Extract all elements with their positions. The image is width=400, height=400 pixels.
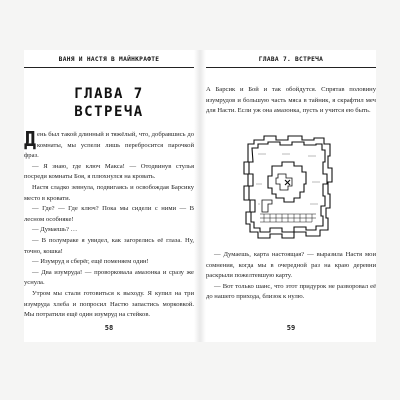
paragraph: — В полумраке я увидел, как загорелись её глаза. Ну, точно, кошка!: [24, 236, 194, 255]
header-rule-right: [206, 67, 376, 68]
header-rule-left: [24, 67, 194, 68]
paragraph-text: ень был такой длинный и тяжёлый, что, добравшись до комнаты, мы успели лишь перебросится парочкой фраз.: [24, 131, 194, 160]
chapter-title: ВСТРЕЧА: [74, 104, 144, 120]
paragraph: — Вот только шанс, что этот придурок не разворовал её до нашего прихода, близок к нулю.: [206, 282, 376, 301]
paragraph: — Я знаю, где ключ Макса! — Отодвинув стулья посреди комнаты Боя, я плюхнулся на кровать.: [24, 162, 194, 181]
book-spine: [194, 50, 206, 342]
left-page: [24, 50, 194, 342]
treasure-mark: [285, 180, 290, 185]
right-body-text-bottom: [206, 250, 376, 303]
running-head-right: ГЛАВА 7. ВСТРЕЧА: [258, 56, 324, 63]
drop-cap: Д: [24, 127, 37, 151]
paragraph: [24, 127, 194, 162]
chapter-number: ГЛАВА 7: [74, 86, 144, 102]
paragraph: — Два изумруда! — проворковала амазонка и сразу же уснула.: [24, 268, 194, 287]
right-body-text-top: [206, 85, 376, 117]
paragraph: А Барсик и Бой и так обойдутся. Спрятав половину изумрудов и большую часть мяса в тайник, я скрафтил меч для Насти. Если уж она амазонка, пусть и учится ею быть.: [206, 86, 376, 115]
paragraph: — Изумруд я сберёг, ещё поменяем один!: [32, 258, 149, 266]
paragraph: — Думаешь, карта настоящая? — выразила Настя мои сомнения, когда мы в очередной раз на краю деревни раскрыли пожелтевшую карту.: [206, 251, 376, 280]
right-page: [206, 50, 376, 342]
left-body-text: [24, 127, 194, 321]
paragraph: Настя сладко зевнула, подвигаясь и освобождая Барсику место в кровати.: [24, 183, 194, 202]
paragraph: Утром мы стали готовиться к выходу. Я купил на три изумруда хлеба и попросил Настю запастись морковкой. Мы потратили ещё один изумруд на стейков.: [24, 289, 194, 319]
paragraph: — Думаешь? …: [32, 226, 78, 234]
map-illustration: [242, 134, 334, 240]
page-number-right: 59: [286, 324, 296, 332]
running-head-left: ВАНЯ И НАСТЯ В МАЙНКРАФТЕ: [58, 56, 160, 63]
paragraph: — Где? — Где ключ? Пока мы сидели с ними — В лесном особняке!: [24, 205, 194, 223]
page-number-left: 58: [104, 324, 114, 332]
